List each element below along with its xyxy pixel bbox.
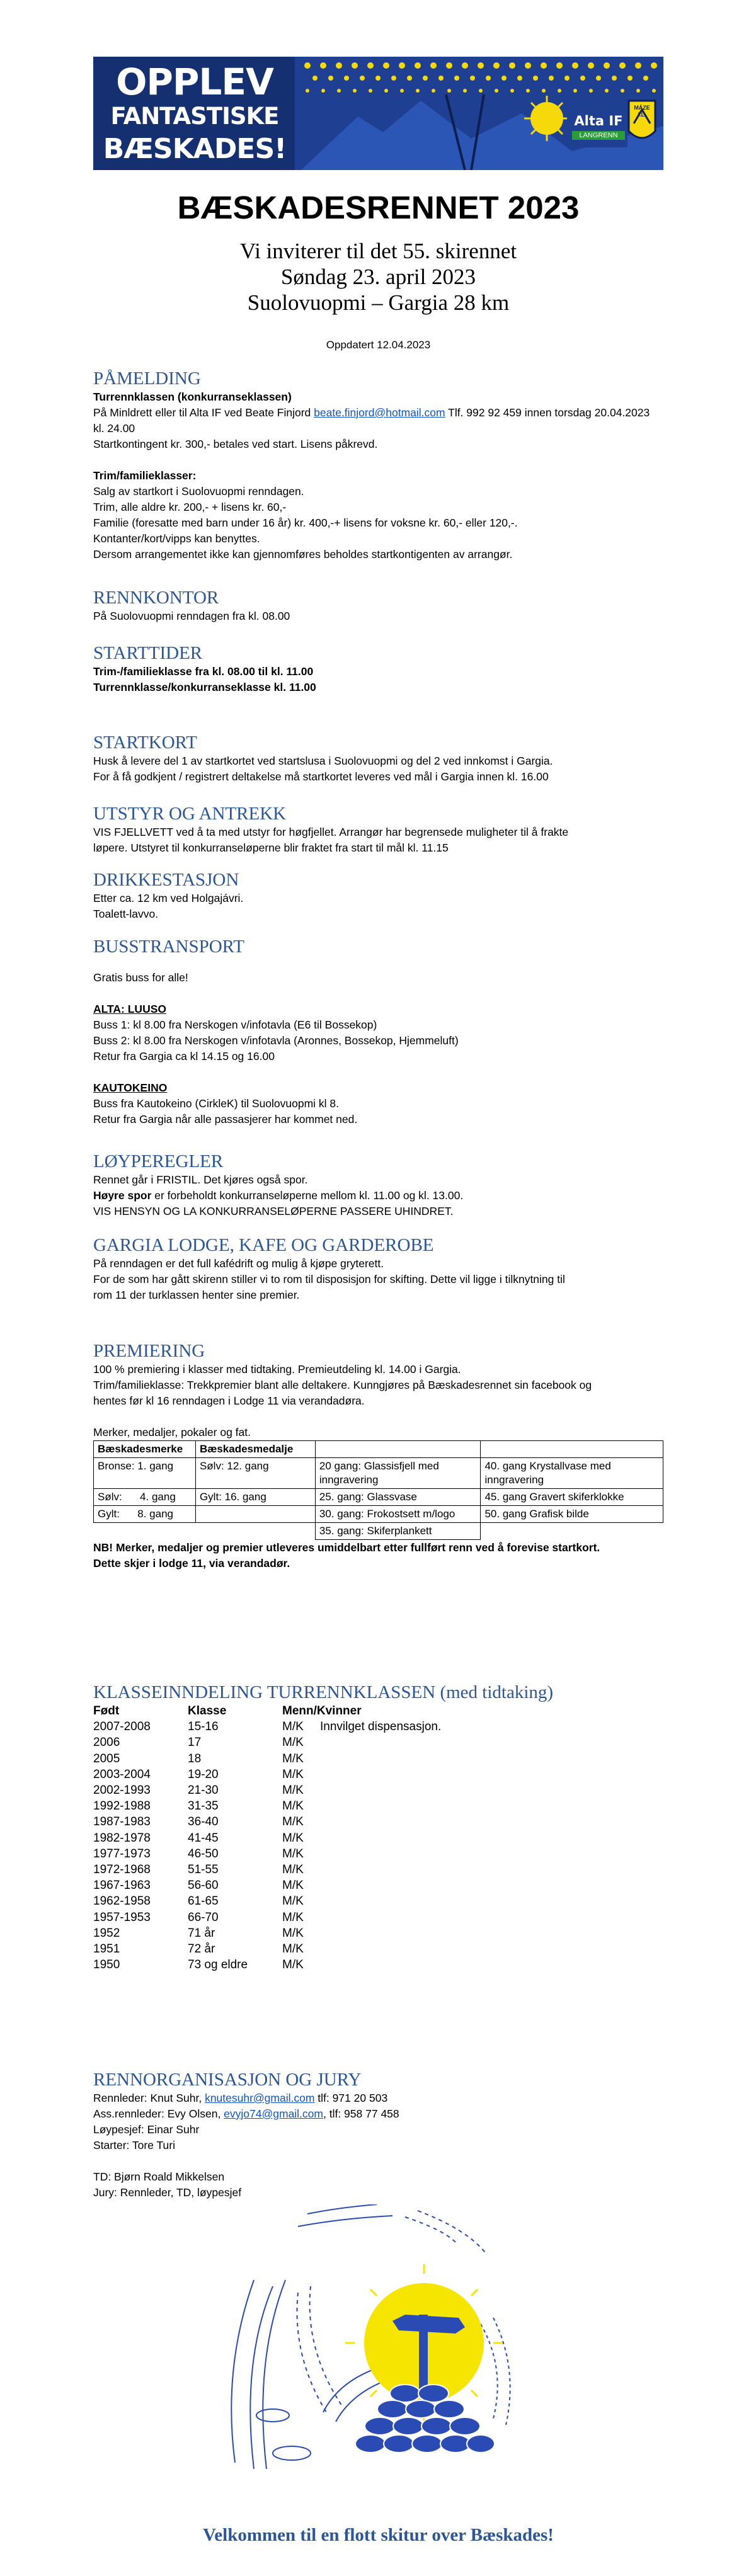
class-row bbox=[93, 1767, 663, 1782]
info-line: Trim, alle aldre kr. 200,- + lisens kr. 60,- bbox=[93, 501, 287, 513]
sub-heading: Trim/familieklasser: bbox=[93, 469, 197, 482]
emphasis: Høyre spor bbox=[93, 1189, 152, 1202]
birth-year-cell: 1972-1968 bbox=[93, 1863, 151, 1877]
table-cell bbox=[195, 1523, 315, 1540]
gender-cell: M/K bbox=[282, 1767, 304, 1781]
note-cell bbox=[320, 1878, 572, 1893]
table-cell bbox=[195, 1506, 315, 1523]
spacer bbox=[93, 986, 663, 1001]
info-line: Dersom arrangementet ikke kan gjennomføres beholdes startkontigenten av arrangør. bbox=[93, 548, 513, 561]
rule-text: er forbeholdt konkurranseløperne mellom kl. 11.00 og kl. 13.00. bbox=[151, 1189, 464, 1202]
table-cell: 30. gang: Frokostsett m/logo bbox=[315, 1506, 481, 1523]
table-cell: Gylt: 8. gang bbox=[94, 1506, 196, 1523]
birth-year-cell: 2002-1993 bbox=[93, 1784, 151, 1798]
note-cell bbox=[320, 1862, 572, 1878]
section-heading: STARTTIDER bbox=[93, 643, 203, 663]
section-heading: BUSSTRANSPORT bbox=[93, 937, 245, 957]
birth-year-cell: 1987-1983 bbox=[93, 1815, 151, 1829]
spacer bbox=[93, 957, 663, 970]
gender-cell: M/K bbox=[282, 1958, 304, 1972]
column-header: Menn/Kvinner bbox=[282, 1704, 362, 1718]
info-line: Trim/familieklasse: Trekkpremier blant alle deltakere. Kunngjøres på Bæskadesrennet sin facebook og bbox=[93, 1379, 592, 1391]
gender-cell: M/K bbox=[282, 1895, 304, 1908]
info-line: For å få godkjent / registrert deltakelse må startkortet leveres ved mål i Gargia innen kl. 16.00 bbox=[93, 770, 549, 783]
club-logo bbox=[572, 113, 625, 140]
class-cell: 31-35 bbox=[188, 1799, 219, 1813]
class-cell: 21-30 bbox=[188, 1784, 219, 1798]
info-line: Salg av startkort i Suolovuopmi renndagen. bbox=[93, 485, 304, 498]
info-line: For de som har gått skirenn stiller vi to rom til disposisjon for skifting. Dette vil ligge i tilknytning til bbox=[93, 1273, 565, 1285]
spacer bbox=[93, 2153, 663, 2169]
subtitle-line-3: Suolovuopmi – Gargia 28 km bbox=[247, 290, 510, 315]
gender-cell: M/K bbox=[282, 1784, 304, 1798]
slogan-line-2: FANTASTISKE bbox=[110, 103, 279, 130]
gender-cell: M/K bbox=[282, 1720, 304, 1734]
info-line: Toalett-lavvo. bbox=[93, 908, 159, 920]
birth-year-cell: 2003-2004 bbox=[93, 1767, 151, 1781]
start-time-line: Trim-/familieklasse fra kl. 08.00 til kl. 11.00 bbox=[93, 665, 314, 678]
class-cell: 72 år bbox=[188, 1942, 215, 1956]
birth-year-cell: 1992-1988 bbox=[93, 1799, 151, 1813]
table-header: Bæskadesmerke bbox=[94, 1441, 196, 1458]
section-heading: UTSTYR OG ANTREKK bbox=[93, 804, 287, 824]
info-line: På renndagen er det full kafédrift og mulig å kjøpe gryterett. bbox=[93, 1257, 384, 1270]
jury-line: TD: Bjørn Roald Mikkelsen bbox=[93, 2170, 225, 2183]
birth-year-cell: 1982-1978 bbox=[93, 1831, 151, 1845]
class-cell: 61-65 bbox=[188, 1895, 219, 1908]
table-cell: 40. gang Krystallvase med inngravering bbox=[481, 1458, 663, 1489]
gender-cell: M/K bbox=[282, 1910, 304, 1924]
section-busstransport bbox=[93, 936, 663, 1127]
info-line: Rennet går i FRISTIL. Det kjøres også spor. bbox=[93, 1173, 308, 1186]
class-cell: 51-55 bbox=[188, 1863, 219, 1877]
page-title: BÆSKADESRENNET 2023 bbox=[177, 190, 580, 225]
bus-line: Buss fra Kautokeino (CirkleK) til Suolovuopmi kl 8. bbox=[93, 1097, 340, 1110]
subtitle-block bbox=[93, 238, 663, 316]
class-row bbox=[93, 1782, 663, 1798]
info-line: 100 % premiering i klasser med tidtaking. Premieutdeling kl. 14.00 i Gargia. bbox=[93, 1363, 461, 1376]
table-cell: Sølv: 4. gang bbox=[94, 1489, 196, 1506]
banner-slogan bbox=[97, 60, 292, 166]
table-header-row bbox=[94, 1441, 663, 1458]
welcome-footer: Velkommen til en flott skitur over Bæskades! bbox=[203, 2525, 554, 2545]
bus-line: Buss 1: kl 8.00 fra Nerskogen v/infotavla (E6 til Bossekop) bbox=[93, 1018, 377, 1031]
notice-line: Dette skjer i lodge 11, via verandadør. bbox=[93, 1557, 290, 1570]
table-header bbox=[315, 1441, 481, 1458]
gender-cell: M/K bbox=[282, 1799, 304, 1813]
class-row bbox=[93, 1751, 663, 1767]
gender-cell: M/K bbox=[282, 1926, 304, 1940]
table-row bbox=[94, 1489, 663, 1506]
birth-year-cell: 1977-1973 bbox=[93, 1847, 151, 1861]
class-row bbox=[93, 1719, 663, 1735]
gender-cell: M/K bbox=[282, 1831, 304, 1845]
birth-year-cell: 1952 bbox=[93, 1926, 120, 1940]
section-rennkontor bbox=[93, 587, 663, 624]
role-text: Rennleder: Knut Suhr, bbox=[93, 2092, 205, 2104]
note-cell bbox=[320, 1893, 572, 1909]
birth-year-cell: 1950 bbox=[93, 1958, 120, 1972]
table-cell: Bronse: 1. gang bbox=[94, 1458, 196, 1489]
birth-year-cell: 2007-2008 bbox=[93, 1720, 151, 1734]
note-cell bbox=[320, 1846, 572, 1862]
note-cell: Innvilget dispensasjon. bbox=[320, 1720, 442, 1734]
class-cell: 17 bbox=[188, 1736, 202, 1750]
birth-year-cell: 1962-1958 bbox=[93, 1895, 151, 1908]
class-row bbox=[93, 1925, 663, 1941]
banner bbox=[93, 57, 663, 170]
note-cell bbox=[320, 1957, 572, 1973]
spacer bbox=[93, 452, 663, 468]
fee-line: Startkontingent kr. 300,- betales ved start. Lisens påkrevd. bbox=[93, 438, 378, 450]
section-heading: GARGIA LODGE, KAFE OG GARDEROBE bbox=[93, 1235, 434, 1255]
class-cell: 41-45 bbox=[188, 1831, 219, 1845]
class-row bbox=[93, 1735, 663, 1750]
section-heading: RENNKONTOR bbox=[93, 588, 219, 608]
birth-year-cell: 2005 bbox=[93, 1752, 120, 1765]
birth-year-cell: 1951 bbox=[93, 1942, 120, 1956]
spacer bbox=[93, 1409, 663, 1425]
info-line: Familie (foresatte med barn under 16 år) kr. 400,-+ lisens for voksne kr. 60,- eller 120,-. bbox=[93, 516, 518, 529]
table-cell: 45. gang Gravert skiferklokke bbox=[481, 1489, 663, 1506]
table-header: Bæskadesmedalje bbox=[195, 1441, 315, 1458]
note-cell bbox=[320, 1814, 572, 1830]
partner-logo-text: MÁZE I.L. bbox=[634, 105, 650, 118]
assistant-email-link[interactable]: evyjo74@gmail.com bbox=[224, 2107, 323, 2120]
table-header bbox=[481, 1441, 663, 1458]
section-heading: KLASSEINNDELING TURRENNKLASSEN (med tidtaking) bbox=[93, 1682, 554, 1702]
section-heading: PÅMELDING bbox=[93, 368, 201, 389]
bus-line: Buss 2: kl 8.00 fra Nerskogen v/infotavla (Aronnes, Bossekop, Hjemmeluft) bbox=[93, 1034, 459, 1047]
gender-cell: M/K bbox=[282, 1736, 304, 1750]
table-cell bbox=[94, 1523, 196, 1540]
table-row bbox=[94, 1458, 663, 1489]
class-cell: 56-60 bbox=[188, 1879, 219, 1893]
jury-line: Jury: Rennleder, TD, løypesjef bbox=[93, 2186, 242, 2199]
info-line: Kontanter/kort/vipps kan benyttes. bbox=[93, 532, 260, 545]
class-cell: 36-40 bbox=[188, 1815, 219, 1829]
class-cell: 19-20 bbox=[188, 1767, 219, 1781]
slogan-line-3: BÆSKADES! bbox=[103, 133, 287, 165]
class-cell: 66-70 bbox=[188, 1910, 219, 1924]
info-line: Etter ca. 12 km ved Holgajávri. bbox=[93, 892, 244, 904]
gender-cell: M/K bbox=[282, 1752, 304, 1765]
gender-cell: M/K bbox=[282, 1879, 304, 1893]
awards-table bbox=[93, 1440, 663, 1540]
section-starttider bbox=[93, 642, 663, 695]
section-heading: RENNORGANISASJON OG JURY bbox=[93, 2070, 362, 2090]
info-line: hentes før kl 16 renndagen i Lodge 11 via verandadøra. bbox=[93, 1394, 365, 1407]
info-line: løpere. Utstyret til konkurranseløperne blir fraktet fra start til mål kl. 11.15 bbox=[93, 841, 449, 854]
gender-cell: M/K bbox=[282, 1942, 304, 1956]
gender-cell: M/K bbox=[282, 1847, 304, 1861]
class-row bbox=[93, 1941, 663, 1957]
class-row bbox=[93, 1862, 663, 1878]
subtitle-line-1: Vi inviterer til det 55. skirennet bbox=[239, 239, 517, 263]
section-heading: PREMIERING bbox=[93, 1341, 205, 1361]
table-cell: 25. gang: Glassvase bbox=[315, 1489, 481, 1506]
bus-line: Retur fra Gargia når alle passasjerer har kommet ned. bbox=[93, 1113, 358, 1126]
registration-line bbox=[93, 405, 663, 436]
note-cell bbox=[320, 1767, 572, 1782]
slogan-line-1: OPPLEV bbox=[116, 60, 273, 103]
class-row bbox=[93, 1846, 663, 1862]
ski-illustration bbox=[216, 2204, 525, 2482]
info-line: Gratis buss for alle! bbox=[93, 971, 188, 984]
class-cell: 73 og eldre bbox=[188, 1958, 248, 1972]
birth-year-cell: 1957-1953 bbox=[93, 1910, 151, 1924]
class-table-body bbox=[93, 1719, 663, 1973]
section-klasseinndeling bbox=[93, 1682, 663, 1973]
class-table-header bbox=[93, 1703, 663, 1719]
note-cell bbox=[320, 1782, 572, 1798]
birth-year-cell: 2006 bbox=[93, 1736, 120, 1750]
jury-line bbox=[93, 2090, 663, 2106]
sub-heading: ALTA: LUUSO bbox=[93, 1003, 166, 1015]
class-row bbox=[93, 1814, 663, 1830]
column-header: Klasse bbox=[188, 1704, 227, 1718]
note-cell bbox=[320, 1735, 572, 1750]
info-line: Merker, medaljer, pokaler og fat. bbox=[93, 1426, 251, 1439]
section-jury bbox=[93, 2069, 663, 2201]
section-pamelding bbox=[93, 368, 663, 562]
table-cell: Gylt: 16. gang bbox=[195, 1489, 315, 1506]
race-director-email-link[interactable]: knutesuhr@gmail.com bbox=[205, 2092, 315, 2104]
table-cell: 35. gang: Skiferplankett bbox=[315, 1523, 481, 1540]
subtitle-line-2: Søndag 23. april 2023 bbox=[280, 265, 476, 289]
table-row bbox=[94, 1523, 663, 1540]
class-cell: 18 bbox=[188, 1752, 202, 1765]
gender-cell: M/K bbox=[282, 1815, 304, 1829]
club-name: Alta IF bbox=[574, 113, 623, 128]
info-line: VIS FJELLVETT ved å ta med utstyr for høgfjellet. Arrangør har begrensede muligheter til å frakte bbox=[93, 826, 569, 838]
section-heading: LØYPEREGLER bbox=[93, 1151, 224, 1171]
table-cell bbox=[481, 1523, 663, 1540]
note-cell bbox=[320, 1925, 572, 1941]
section-startkort bbox=[93, 732, 663, 785]
table-cell: 50. gang Grafisk bilde bbox=[481, 1506, 663, 1523]
class-cell: 71 år bbox=[188, 1926, 215, 1940]
sub-heading: KAUTOKEINO bbox=[93, 1081, 168, 1094]
gender-cell: M/K bbox=[282, 1863, 304, 1877]
section-heading: DRIKKESTASJON bbox=[93, 870, 239, 890]
note-cell bbox=[320, 1941, 572, 1957]
class-row bbox=[93, 1910, 663, 1925]
note-cell bbox=[320, 1798, 572, 1814]
section-premiering bbox=[93, 1340, 663, 1571]
registration-text: På Minldrett eller til Alta IF ved Beate Finjord bbox=[93, 406, 314, 419]
section-heading: STARTKORT bbox=[93, 732, 197, 753]
start-time-line: Turrennklasse/konkurranseklasse kl. 11.00 bbox=[93, 681, 316, 693]
registration-deadline: Tlf. 992 92 459 innen torsdag 20.04.2023 kl. 24.00 bbox=[93, 406, 650, 435]
class-cell: 46-50 bbox=[188, 1847, 219, 1861]
club-subtitle: LANGRENN bbox=[572, 131, 625, 140]
class-cell: 15-16 bbox=[188, 1720, 219, 1734]
table-cell: Sølv: 12. gang bbox=[195, 1458, 315, 1489]
info-line: rom 11 der turklassen henter sine premier. bbox=[93, 1289, 300, 1301]
info-line: VIS HENSYN OG LA KONKURRANSELØPERNE PASSERE UHINDRET. bbox=[93, 1205, 454, 1217]
class-row bbox=[93, 1830, 663, 1846]
contact-email-link[interactable]: beate.finjord@hotmail.com bbox=[314, 406, 445, 419]
jury-line bbox=[93, 2106, 663, 2122]
role-text: Ass.rennleder: Evy Olsen, bbox=[93, 2107, 224, 2120]
class-row bbox=[93, 1878, 663, 1893]
section-gargia bbox=[93, 1234, 663, 1303]
section-drikkestasjon bbox=[93, 869, 663, 922]
phone-text: tlf: 971 20 503 bbox=[314, 2092, 388, 2104]
bus-line: Retur fra Gargia ca kl 14.15 og 16.00 bbox=[93, 1050, 275, 1063]
updated-date: Oppdatert 12.04.2023 bbox=[326, 339, 431, 351]
jury-line: Løypesjef: Einar Suhr bbox=[93, 2123, 200, 2136]
section-utstyr bbox=[93, 803, 663, 856]
section-loyperegler bbox=[93, 1151, 663, 1219]
table-cell: 20 gang: Glassisfjell med inngravering bbox=[315, 1458, 481, 1489]
phone-text: , tlf: 958 77 458 bbox=[323, 2107, 399, 2120]
note-cell bbox=[320, 1830, 572, 1846]
jury-line: Starter: Tore Turi bbox=[93, 2139, 176, 2151]
spacer bbox=[93, 1064, 663, 1080]
info-line: Husk å levere del 1 av startkortet ved startslusa i Suolovuopmi og del 2 ved innkomst i Gargia. bbox=[93, 755, 553, 767]
column-header: Født bbox=[93, 1704, 120, 1718]
ski-illustration-graphic bbox=[216, 2204, 525, 2482]
class-row bbox=[93, 1798, 663, 1814]
note-cell bbox=[320, 1751, 572, 1767]
info-line: På Suolovuopmi renndagen fra kl. 08.00 bbox=[93, 610, 290, 622]
note-cell bbox=[320, 1910, 572, 1925]
class-row bbox=[93, 1893, 663, 1909]
table-row bbox=[94, 1506, 663, 1523]
birth-year-cell: 1967-1963 bbox=[93, 1879, 151, 1893]
class-row bbox=[93, 1957, 663, 1973]
info-line bbox=[93, 1188, 663, 1204]
notice-line: NB! Merker, medaljer og premier utleveres umiddelbart etter fullført renn ved å forevise startkort. bbox=[93, 1541, 600, 1554]
sub-heading: Turrennklassen (konkurranseklassen) bbox=[93, 390, 292, 403]
